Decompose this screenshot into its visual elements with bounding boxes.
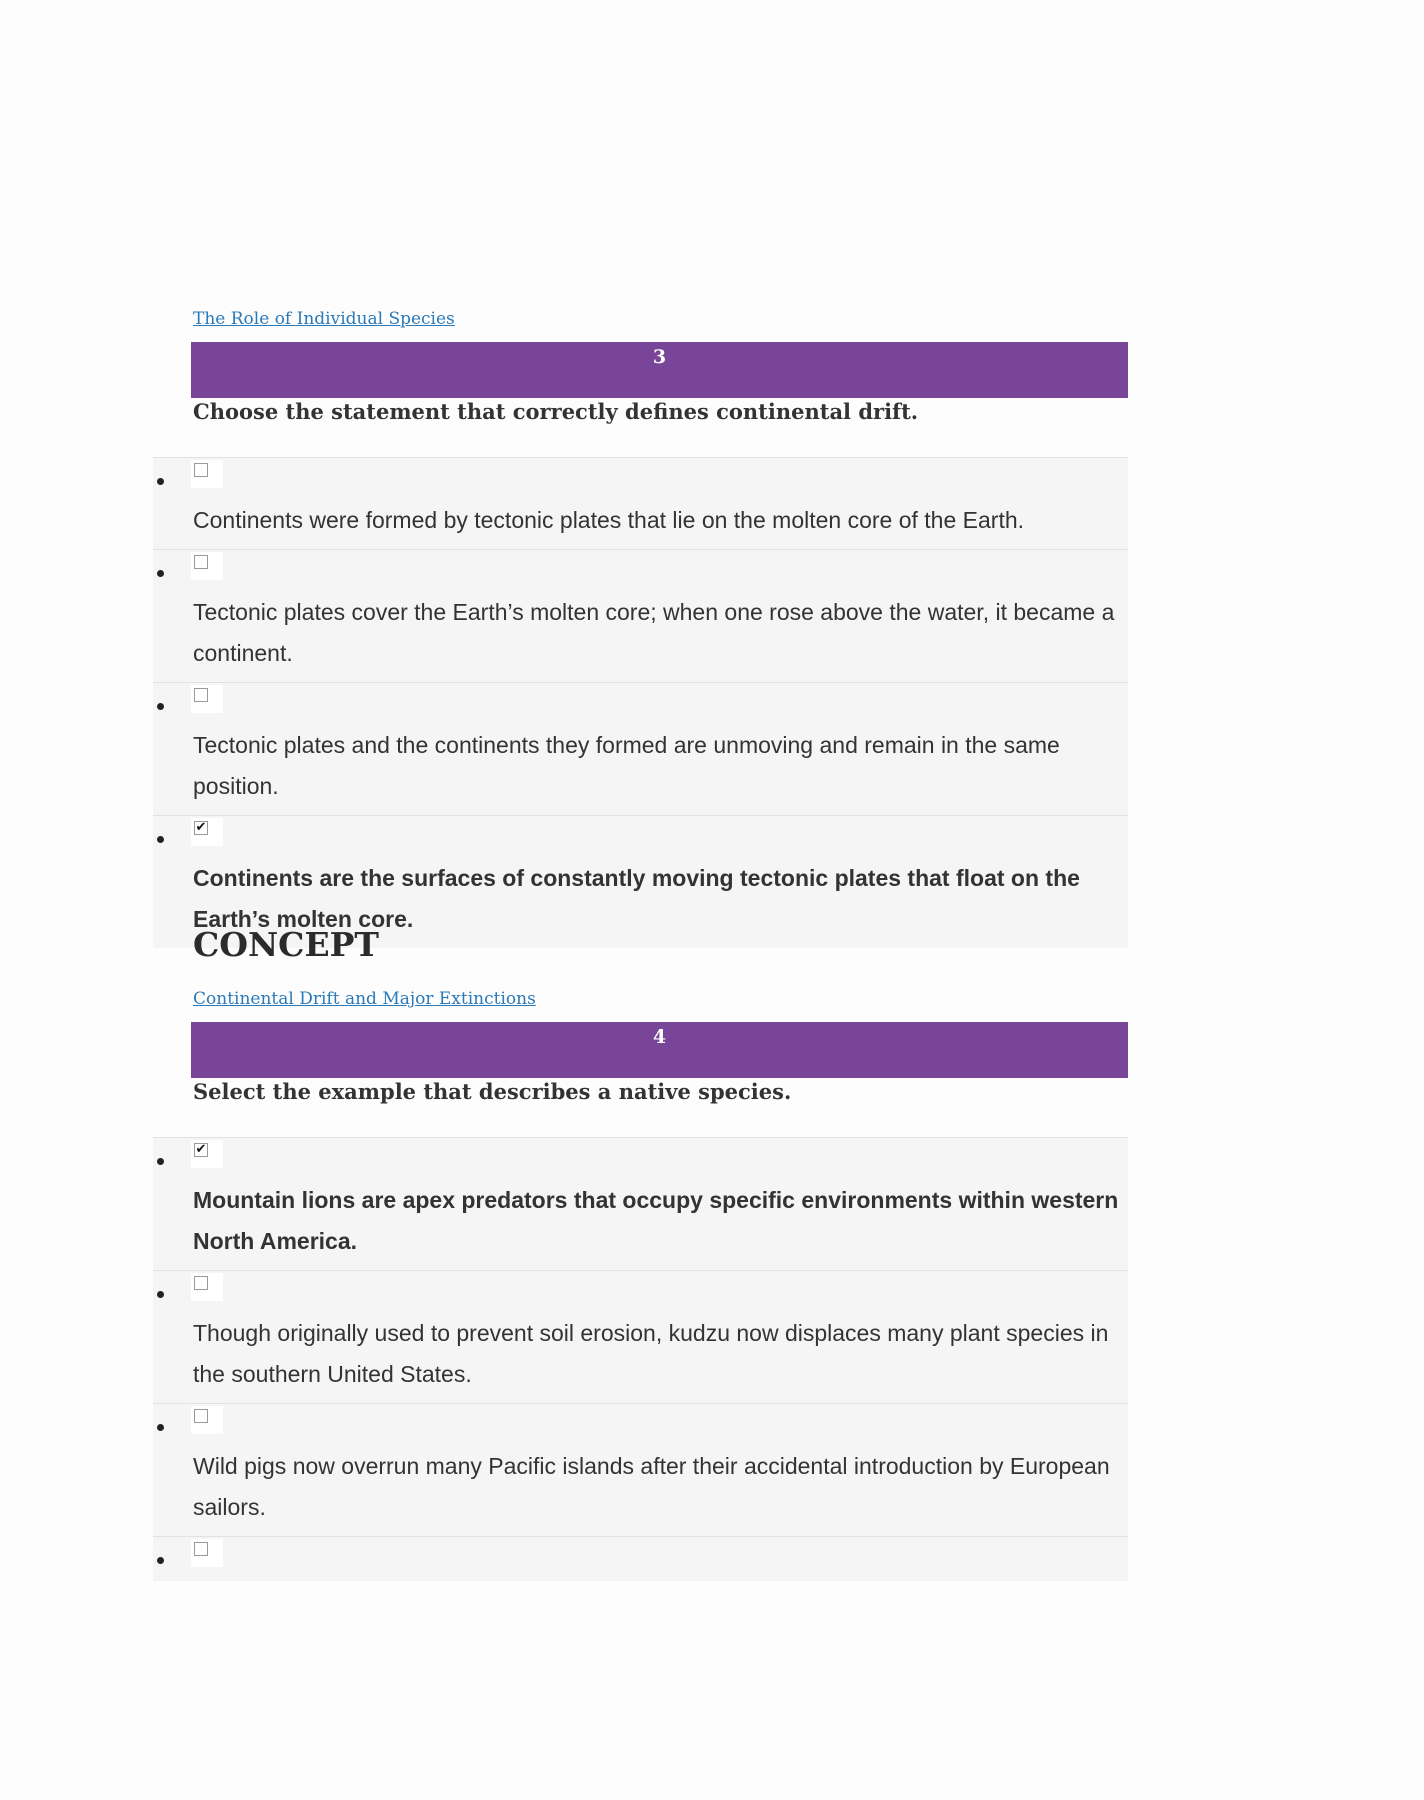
answer-list [153,1137,1128,1581]
concept-link-role-of-individual-species[interactable]: The Role of Individual Species [193,309,455,329]
answer-checkbox[interactable] [194,555,208,569]
answer-checkbox[interactable] [194,1542,208,1556]
answer-list [153,457,1128,948]
answer-option[interactable] [153,457,1128,549]
answer-text: Wild pigs now overrun many Pacific islands after their accidental introduction by European sailors. [193,1453,1110,1520]
bullet-icon [157,478,164,485]
question-number-bar [191,1022,1128,1078]
bullet-icon [157,1291,164,1298]
question-text: Choose the statement that correctly defines continental drift. [193,399,919,424]
question-text: Select the example that describes a native species. [193,1079,792,1104]
answer-text: Though originally used to prevent soil erosion, kudzu now displaces many plant species in the southern United States. [193,1320,1109,1387]
answer-text: Continents are the surfaces of constantly moving tectonic plates that float on the Earth’s molten core. [193,865,1080,932]
answer-text: Tectonic plates cover the Earth’s molten core; when one rose above the water, it became a continent. [193,599,1115,666]
answer-checkbox[interactable] [194,1276,208,1290]
answer-checkbox-checked[interactable]: ✔ [195,820,207,835]
question-number-bar [191,342,1128,398]
answer-option-selected[interactable] [153,1137,1128,1270]
bullet-icon [157,1424,164,1431]
answer-option[interactable] [153,1403,1128,1536]
answer-text: Tectonic plates and the continents they formed are unmoving and remain in the same position. [193,732,1060,799]
concept-heading: CONCEPT [193,925,379,964]
answer-checkbox-checked[interactable]: ✔ [195,1142,207,1157]
question-number: 3 [652,346,667,368]
answer-checkbox[interactable] [194,688,208,702]
bullet-icon [157,570,164,577]
bullet-icon [157,836,164,843]
question-number: 4 [652,1026,667,1048]
answer-option[interactable] [153,1536,1128,1581]
answer-option[interactable] [153,682,1128,815]
concept-link-continental-drift[interactable]: Continental Drift and Major Extinctions [193,989,536,1009]
answer-text: Mountain lions are apex predators that occupy specific environments within western North America. [193,1187,1119,1254]
answer-checkbox[interactable] [194,1409,208,1423]
bullet-icon [157,1158,164,1165]
answer-text: Continents were formed by tectonic plates that lie on the molten core of the Earth. [193,507,1025,533]
bullet-icon [157,703,164,710]
answer-option[interactable] [153,1270,1128,1403]
answer-checkbox[interactable] [194,463,208,477]
bullet-icon [157,1557,164,1564]
answer-option[interactable] [153,549,1128,682]
